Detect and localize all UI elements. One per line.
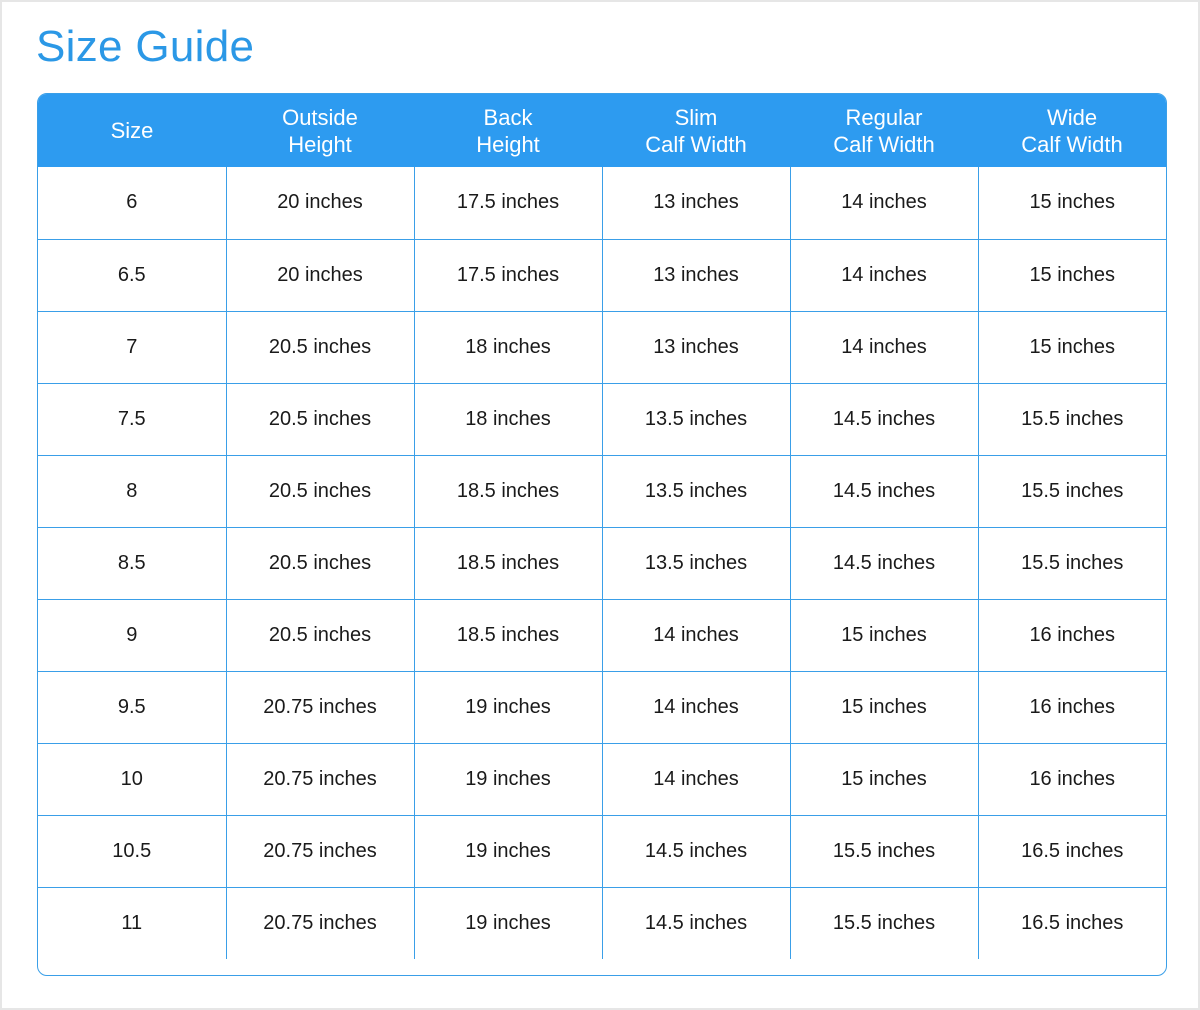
cell-outside-height: 20.75 inches (226, 671, 414, 743)
size-guide-table (38, 94, 1166, 959)
cell-regular-calf-width: 14 inches (790, 167, 978, 239)
header-row (38, 94, 1166, 167)
table-row (38, 527, 1166, 599)
header-label: Height (288, 131, 352, 157)
cell-back-height: 17.5 inches (414, 167, 602, 239)
cell-outside-height: 20.5 inches (226, 527, 414, 599)
table-row (38, 743, 1166, 815)
cell-regular-calf-width: 15 inches (790, 671, 978, 743)
cell-wide-calf-width: 16.5 inches (978, 815, 1166, 887)
cell-outside-height: 20.75 inches (226, 887, 414, 959)
cell-regular-calf-width: 14 inches (790, 311, 978, 383)
table-row (38, 383, 1166, 455)
cell-wide-calf-width: 15 inches (978, 167, 1166, 239)
cell-back-height: 17.5 inches (414, 239, 602, 311)
cell-slim-calf-width: 13 inches (602, 167, 790, 239)
table-row (38, 311, 1166, 383)
header-regular-calf-width (790, 94, 978, 167)
header-size (38, 94, 226, 167)
cell-back-height: 18 inches (414, 311, 602, 383)
table-row (38, 815, 1166, 887)
cell-outside-height: 20.5 inches (226, 383, 414, 455)
header-label: Size (110, 118, 154, 143)
header-label: Back (483, 104, 533, 130)
cell-outside-height: 20.5 inches (226, 311, 414, 383)
cell-back-height: 19 inches (414, 815, 602, 887)
cell-slim-calf-width: 13.5 inches (602, 527, 790, 599)
header-label: Height (476, 131, 540, 157)
header-wide-calf-width (978, 94, 1166, 167)
cell-back-height: 19 inches (414, 671, 602, 743)
cell-slim-calf-width: 14.5 inches (602, 815, 790, 887)
cell-regular-calf-width: 14 inches (790, 239, 978, 311)
cell-back-height: 18 inches (414, 383, 602, 455)
cell-regular-calf-width: 15.5 inches (790, 887, 978, 959)
cell-slim-calf-width: 13 inches (602, 311, 790, 383)
cell-slim-calf-width: 14.5 inches (602, 887, 790, 959)
cell-slim-calf-width: 13 inches (602, 239, 790, 311)
cell-size: 6 (38, 167, 226, 239)
header-label: Outside (282, 104, 358, 130)
cell-size: 8 (38, 455, 226, 527)
cell-size: 7 (38, 311, 226, 383)
header-slim-calf-width (602, 94, 790, 167)
header-label: Regular (845, 104, 923, 130)
cell-regular-calf-width: 15 inches (790, 743, 978, 815)
cell-outside-height: 20.5 inches (226, 455, 414, 527)
cell-wide-calf-width: 15 inches (978, 239, 1166, 311)
cell-regular-calf-width: 14.5 inches (790, 383, 978, 455)
cell-outside-height: 20.75 inches (226, 815, 414, 887)
cell-size: 8.5 (38, 527, 226, 599)
cell-outside-height: 20 inches (226, 239, 414, 311)
table-row (38, 887, 1166, 959)
cell-slim-calf-width: 13.5 inches (602, 383, 790, 455)
cell-wide-calf-width: 16 inches (978, 743, 1166, 815)
header-outside-height (226, 94, 414, 167)
size-guide-table-container (37, 93, 1167, 976)
table-body (38, 167, 1166, 959)
header-label: Calf Width (833, 131, 935, 157)
cell-back-height: 18.5 inches (414, 527, 602, 599)
cell-size: 11 (38, 887, 226, 959)
cell-regular-calf-width: 15 inches (790, 599, 978, 671)
cell-wide-calf-width: 15 inches (978, 311, 1166, 383)
cell-slim-calf-width: 14 inches (602, 671, 790, 743)
cell-size: 9.5 (38, 671, 226, 743)
page-title: Size Guide (36, 22, 255, 71)
cell-wide-calf-width: 15.5 inches (978, 527, 1166, 599)
table-row (38, 455, 1166, 527)
table-row (38, 599, 1166, 671)
cell-wide-calf-width: 16 inches (978, 599, 1166, 671)
header-label: Calf Width (1021, 131, 1123, 157)
table-header (38, 94, 1166, 167)
cell-slim-calf-width: 14 inches (602, 599, 790, 671)
header-back-height (414, 94, 602, 167)
cell-wide-calf-width: 15.5 inches (978, 383, 1166, 455)
table-row (38, 239, 1166, 311)
cell-wide-calf-width: 15.5 inches (978, 455, 1166, 527)
table-row (38, 167, 1166, 239)
cell-regular-calf-width: 14.5 inches (790, 455, 978, 527)
cell-back-height: 18.5 inches (414, 599, 602, 671)
cell-wide-calf-width: 16.5 inches (1021, 911, 1124, 934)
header-label: Wide (1046, 104, 1098, 130)
cell-regular-calf-width: 15.5 inches (790, 815, 978, 887)
cell-outside-height: 20.75 inches (226, 743, 414, 815)
cell-wide-calf-width: 16 inches (978, 671, 1166, 743)
cell-size: 7.5 (38, 383, 226, 455)
header-label: Calf Width (645, 131, 747, 157)
cell-outside-height: 20 inches (226, 167, 414, 239)
cell-size: 9 (38, 599, 226, 671)
cell-back-height: 19 inches (414, 743, 602, 815)
cell-slim-calf-width: 13.5 inches (602, 455, 790, 527)
cell-back-height: 19 inches (414, 887, 602, 959)
cell-regular-calf-width: 14.5 inches (790, 527, 978, 599)
cell-size: 10.5 (38, 815, 226, 887)
header-label: Slim (674, 104, 718, 130)
cell-back-height: 18.5 inches (414, 455, 602, 527)
table-row (38, 671, 1166, 743)
cell-size: 10 (38, 743, 226, 815)
cell-size: 6.5 (38, 239, 226, 311)
cell-outside-height: 20.5 inches (226, 599, 414, 671)
cell-slim-calf-width: 14 inches (602, 743, 790, 815)
